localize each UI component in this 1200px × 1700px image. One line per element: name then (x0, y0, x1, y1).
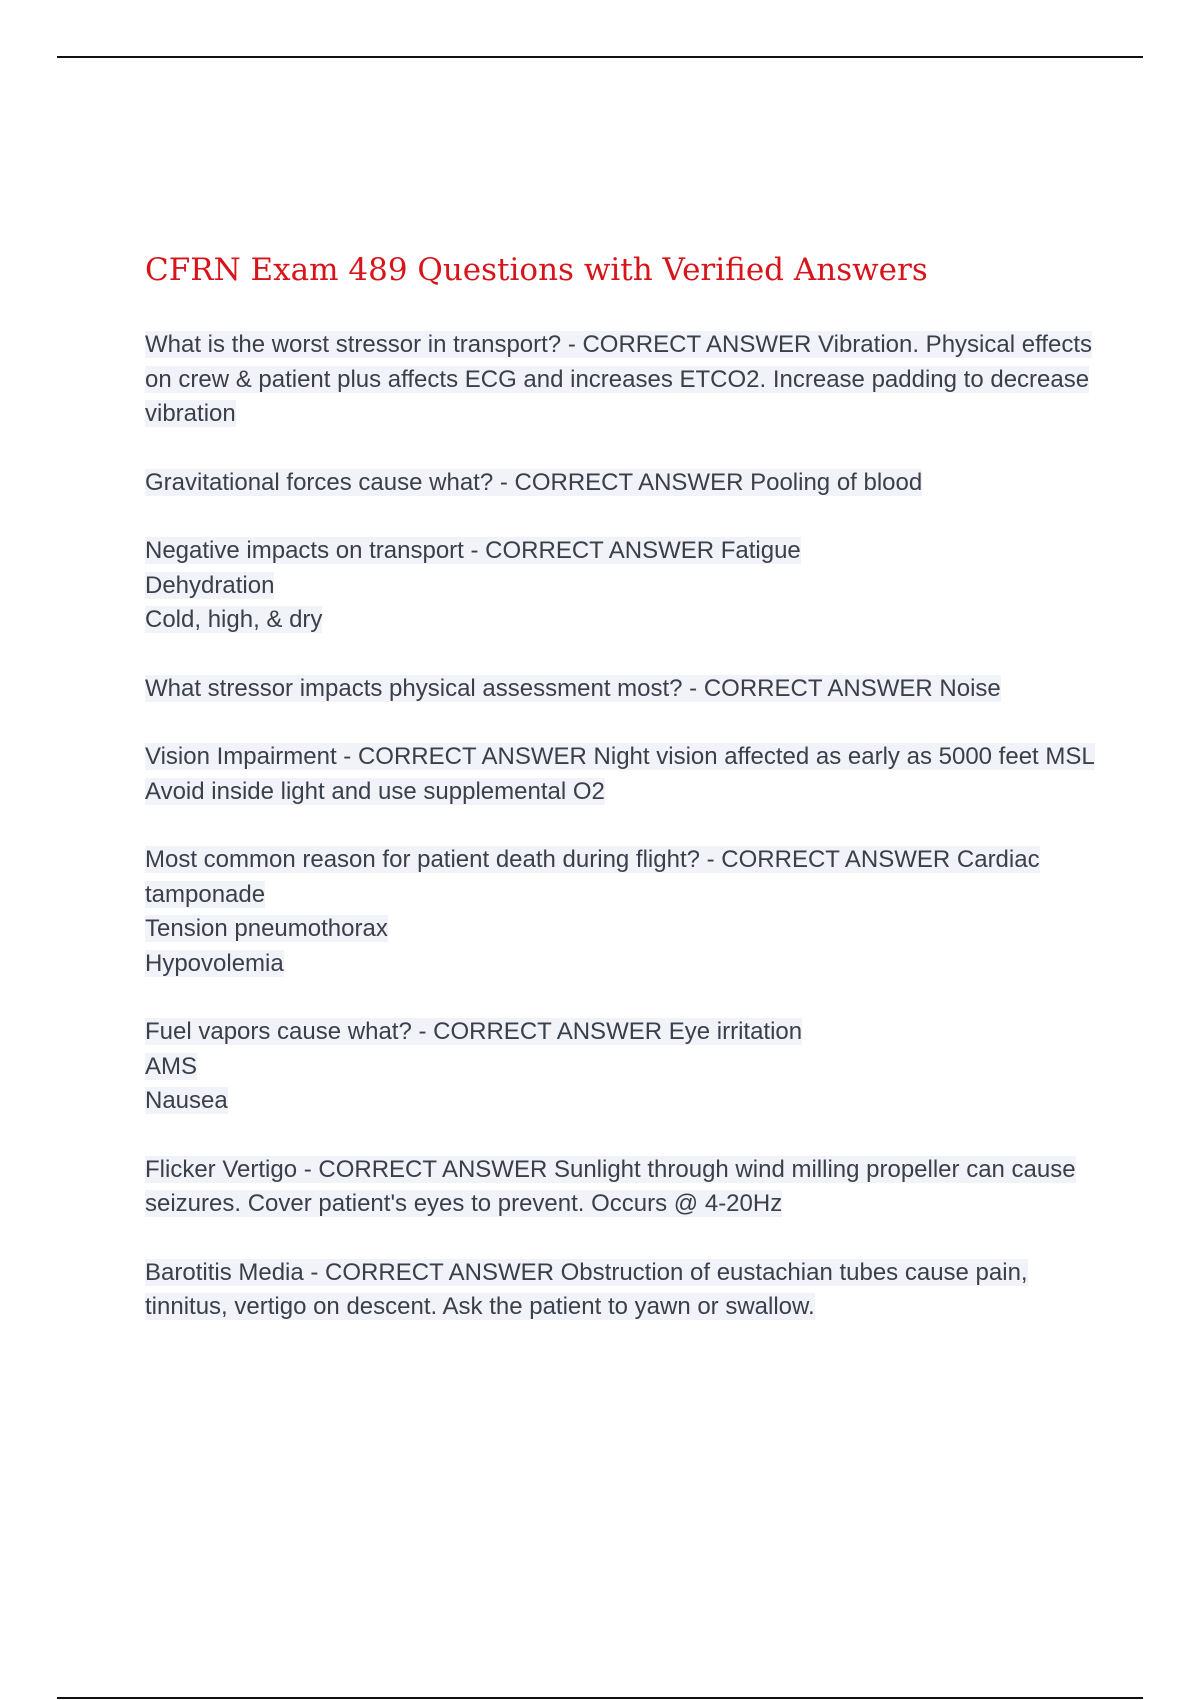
qa-text: Avoid inside light and use supplemental O2 (145, 777, 605, 805)
qa-text: Barotitis Media - CORRECT ANSWER Obstruction of eustachian tubes cause pain, tinnitus, vertigo on descent. Ask the patient to yawn or swallow. (145, 1258, 1028, 1320)
qa-entry-2 (145, 466, 1095, 501)
footer-rule (57, 1697, 1143, 1699)
qa-text: Fuel vapors cause what? - CORRECT ANSWER Eye irritation (145, 1018, 803, 1045)
qa-text: Cold, high, & dry (145, 606, 323, 633)
qa-text: Gravitational forces cause what? - CORRECT ANSWER Pooling of blood (145, 468, 923, 496)
qa-text: What stressor impacts physical assessment most? - CORRECT ANSWER Noise (145, 674, 1001, 702)
qa-text: Tension pneumothorax (145, 915, 388, 942)
qa-text: Vision Impairment - CORRECT ANSWER Night vision affected as early as 5000 feet MSL (145, 743, 1095, 770)
qa-entry-6 (145, 843, 1095, 981)
qa-text: What is the worst stressor in transport? - CORRECT ANSWER Vibration. Physical effects on crew & patient plus affects ECG and increases ETCO2. Increase padding to decrease vibration (145, 331, 1092, 427)
qa-text: AMS (145, 1052, 198, 1080)
qa-text: Dehydration (145, 571, 275, 599)
qa-entry-5 (145, 740, 1095, 809)
document-title: CFRN Exam 489 Questions with Verified Answers (145, 252, 928, 288)
qa-entry-9 (145, 1256, 1095, 1325)
qa-text: Nausea (145, 1087, 228, 1114)
qa-entry-1 (145, 328, 1095, 432)
qa-text: Most common reason for patient death during flight? - CORRECT ANSWER Cardiac tamponade (145, 846, 1040, 908)
qa-text: Flicker Vertigo - CORRECT ANSWER Sunlight through wind milling propeller can cause seizures. Cover patient's eyes to prevent. Occurs @ 4-20Hz (145, 1155, 1076, 1217)
qa-entry-4 (145, 672, 1095, 707)
qa-entry-3 (145, 534, 1095, 638)
qa-entry-7 (145, 1015, 1095, 1119)
header-rule (57, 56, 1143, 58)
document-body (145, 248, 1095, 1359)
qa-entry-8 (145, 1153, 1095, 1222)
qa-text: Hypovolemia (145, 949, 284, 977)
qa-text: Negative impacts on transport - CORRECT ANSWER Fatigue (145, 537, 801, 564)
